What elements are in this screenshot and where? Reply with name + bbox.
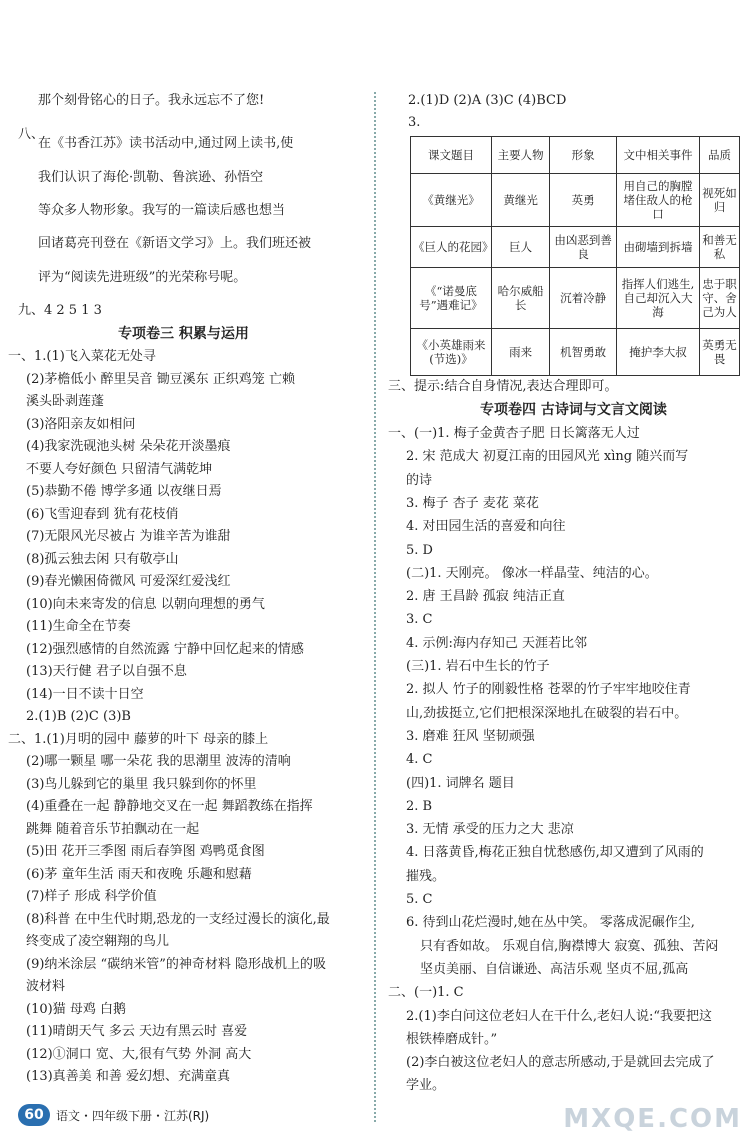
answer-line: (5)恭勤不倦 博学多通 以夜继日焉 — [26, 484, 222, 499]
answer-line: (7)无限风光尽被占 为谁辛苦为谁甜 — [26, 529, 231, 544]
answer-line: 4. 对田园生活的喜爱和向往 — [406, 519, 566, 535]
answer-line: (5)田 花开三季图 雨后春笋图 鸡鸭觅食图 — [26, 844, 265, 859]
answer-line: (14)一日不读十日空 — [26, 686, 144, 702]
answer-line: 3. 梅子 杏子 麦花 菜花 — [406, 495, 539, 511]
answer-line: (10)猫 母鸡 白鹅 — [26, 1001, 126, 1017]
answer-line: (2)李白被这位老妇人的意志所感动,于是就回去完成了 — [406, 1055, 715, 1071]
answer-line: (四)1. 词牌名 题目 — [406, 775, 515, 791]
text-line: 2.(1)D (2)A (3)C (4)BCD — [408, 93, 567, 108]
column-divider — [374, 92, 376, 1122]
answer-line: 山,劲拔挺立,它们把根深深地扎在破裂的岩石中。 — [406, 705, 688, 721]
text-line: 等众多人物形象。我写的一篇读后感也想当 — [38, 203, 286, 218]
answer-line: (3)鸟儿躲到它的巢里 我只躲到你的怀里 — [26, 776, 257, 792]
table-cell: 哈尔威船长 — [491, 268, 549, 329]
answer-line: 3. 无情 承受的压力之大 悲凉 — [406, 822, 574, 838]
answer-line: (2)哪一颗星 哪一朵花 我的思潮里 波涛的清响 — [26, 754, 291, 769]
table-cell: 由砌墙到拆墙 — [616, 227, 699, 268]
table-cell: 英勇 — [550, 174, 617, 227]
watermark-text: MXQE.COM — [563, 1104, 742, 1134]
answer-line: 波材料 — [26, 979, 66, 994]
table-header-cell: 课文题目 — [411, 137, 492, 174]
answer-line: 4. 示例:海内存知己 天涯若比邻 — [406, 635, 588, 651]
answer-line: 溪头卧剥莲蓬 — [26, 394, 105, 409]
answer-line: (8)孤云独去闲 只有敬亭山 — [26, 551, 179, 567]
answer-line: (三)1. 岩石中生长的竹子 — [406, 659, 550, 674]
answer-line: 的诗 — [406, 472, 433, 488]
answer-line: (12)①洞口 宽、大,很有气势 外洞 高大 — [26, 1046, 252, 1062]
table-cell: 用自己的胸膛堵住敌人的枪口 — [616, 174, 699, 227]
answer-line: (4)我家洗砚池头树 朵朵花开淡墨痕 — [26, 439, 231, 454]
table-cell: 《黄继光》 — [411, 174, 492, 227]
answer-line: 摧残。 — [406, 868, 446, 884]
answer-line: 3. 磨难 狂风 坚韧顽强 — [406, 728, 535, 744]
table-cell: 《“诺曼底号”遇难记》 — [411, 268, 492, 329]
answer-line: 一、1.(1)飞入菜花无处寻 — [8, 349, 156, 364]
answer-line: 2. 宋 范成大 初夏江南的田园风光 xìng 随兴而写 — [406, 449, 689, 465]
answer-line: (7)样子 形成 科学价值 — [26, 889, 157, 904]
answer-line: (6)茅 童年生活 雨天和夜晚 乐趣和慰藉 — [26, 866, 252, 882]
answer-line: (10)向未来寄发的信息 以朝向理想的勇气 — [26, 596, 265, 612]
answer-line: (8)科普 在中生代时期,恐龙的一支经过漫长的演化,最 — [26, 911, 330, 927]
answer-line: 终变成了凌空翱翔的鸟儿 — [26, 934, 170, 949]
text-line: 八、 — [18, 127, 45, 142]
table-row — [411, 268, 740, 329]
answer-line: 只有香如故。 乐观自信,胸襟博大 寂寞、孤独、苦闷 — [420, 938, 719, 954]
table-cell: 《小英雄雨来(节选)》 — [411, 329, 492, 376]
table-cell: 《巨人的花园》 — [411, 227, 492, 268]
answer-line: 2. 唐 王昌龄 孤寂 纯洁正直 — [406, 589, 565, 605]
answer-line: (11)晴朗天气 多云 天边有黑云时 喜爱 — [26, 1024, 248, 1039]
answer-line: 2. 拟人 竹子的刚毅性格 苍翠的竹子牢牢地咬住青 — [406, 682, 691, 698]
answer-line: (12)强烈感情的自然流露 宁静中回忆起来的情感 — [26, 641, 304, 657]
text-line: 在《书香江苏》读书活动中,通过网上读书,使 — [38, 136, 294, 151]
answer-line: 二、1.(1)月明的园中 藤萝的叶下 母亲的膝上 — [8, 731, 269, 747]
section-title: 专项卷四 古诗词与文言文阅读 — [480, 402, 667, 418]
table-header-cell: 主要人物 — [491, 137, 549, 174]
table-row — [411, 227, 740, 268]
answer-line: 3. C — [406, 612, 433, 628]
footer-text: 语文・四年级下册・江苏(RJ) — [56, 1109, 210, 1123]
table-cell: 掩护李大叔 — [616, 329, 699, 376]
answer-line: 学业。 — [406, 1078, 446, 1094]
text-line: 我们认识了海伦·凯勒、鲁滨逊、孙悟空 — [38, 170, 264, 185]
table-cell: 沉着冷静 — [550, 268, 617, 329]
answer-line: 不要人夸好颜色 只留清气满乾坤 — [26, 461, 213, 477]
answer-line: (4)重叠在一起 静静地交叉在一起 舞蹈教练在指挥 — [26, 799, 313, 814]
answer-line: 4. C — [406, 752, 433, 768]
table-header-cell: 品质 — [700, 137, 740, 174]
answer-line: 坚贞美丽、自信谦逊、高洁乐观 坚贞不屈,孤高 — [420, 961, 689, 977]
table-cell: 机智勇敢 — [550, 329, 617, 376]
text-line: 评为“阅读先进班级”的光荣称号呢。 — [38, 270, 247, 285]
section-title: 专项卷三 积累与运用 — [118, 326, 249, 342]
table-row — [411, 174, 740, 227]
table-cell: 由凶恶到善良 — [550, 227, 617, 268]
answer-line: (9)春光懒困倚微风 可爱深红爱浅红 — [26, 574, 231, 589]
answer-line: (13)天行健 君子以自强不息 — [26, 664, 187, 679]
text-line: 三、提示:结合自身情况,表达合理即可。 — [388, 379, 618, 394]
table-cell: 和善无私 — [700, 227, 740, 268]
answer-line: 5. C — [406, 892, 433, 907]
table-cell: 视死如归 — [700, 174, 740, 227]
text-line: 3. — [408, 115, 421, 130]
answer-line: (2)茅檐低小 醉里吴音 锄豆溪东 正织鸡笼 亡赖 — [26, 371, 295, 387]
table-header-row — [411, 137, 740, 174]
table-row — [411, 329, 740, 376]
answer-line: 二、(一)1. C — [388, 985, 464, 1001]
answer-line: (3)洛阳亲友如相问 — [26, 416, 136, 432]
table-cell: 指挥人们逃生,自己却沉入大海 — [616, 268, 699, 329]
table-header-cell: 形象 — [550, 137, 617, 174]
answer-line: (6)飞雪迎春到 犹有花枝俏 — [26, 506, 179, 522]
table-cell: 雨来 — [491, 329, 549, 376]
answer-line: 2.(1)B (2)C (3)B — [26, 709, 131, 724]
answer-line: (9)纳米涂层 “碳纳米管”的神奇材料 隐形战机上的吸 — [26, 956, 326, 972]
answer-table — [410, 136, 740, 376]
text-line: 九、4 2 5 1 3 — [18, 303, 102, 318]
answer-line: 4. 日落黄昏,梅花正独自忧愁感伤,却又遭到了风雨的 — [406, 845, 704, 861]
answer-line: 2.(1)李白问这位老妇人在干什么,老妇人说:“我要把这 — [406, 1008, 712, 1024]
table-cell: 黄继光 — [491, 174, 549, 227]
answer-line: 一、(一)1. 梅子金黄杏子肥 日长篱落无人过 — [388, 426, 640, 441]
answer-line: (11)生命全在节奏 — [26, 619, 131, 634]
table-cell: 巨人 — [491, 227, 549, 268]
table-cell: 英勇无畏 — [700, 329, 740, 376]
answer-line: 2. B — [406, 798, 433, 814]
answer-line: 跳舞 随着音乐节拍飘动在一起 — [26, 821, 200, 837]
answer-line: 6. 待到山花烂漫时,她在丛中笑。 零落成泥碾作尘, — [406, 915, 695, 931]
answer-line: 根铁棒磨成针。” — [406, 1031, 498, 1047]
answer-line: 5. D — [406, 542, 433, 558]
answer-line: (二)1. 天刚亮。 像冰一样晶莹、纯洁的心。 — [406, 565, 658, 581]
page-number: 60 — [18, 1104, 50, 1126]
answer-line: (13)真善美 和善 爱幻想、充满童真 — [26, 1069, 230, 1084]
table-header-cell: 文中相关事件 — [616, 137, 699, 174]
table-cell: 忠于职守、舍己为人 — [700, 268, 740, 329]
text-line: 那个刻骨铭心的日子。我永远忘不了您! — [38, 93, 265, 108]
text-line: 回诸葛亮刊登在《新语文学习》上。我们班还被 — [38, 236, 312, 251]
